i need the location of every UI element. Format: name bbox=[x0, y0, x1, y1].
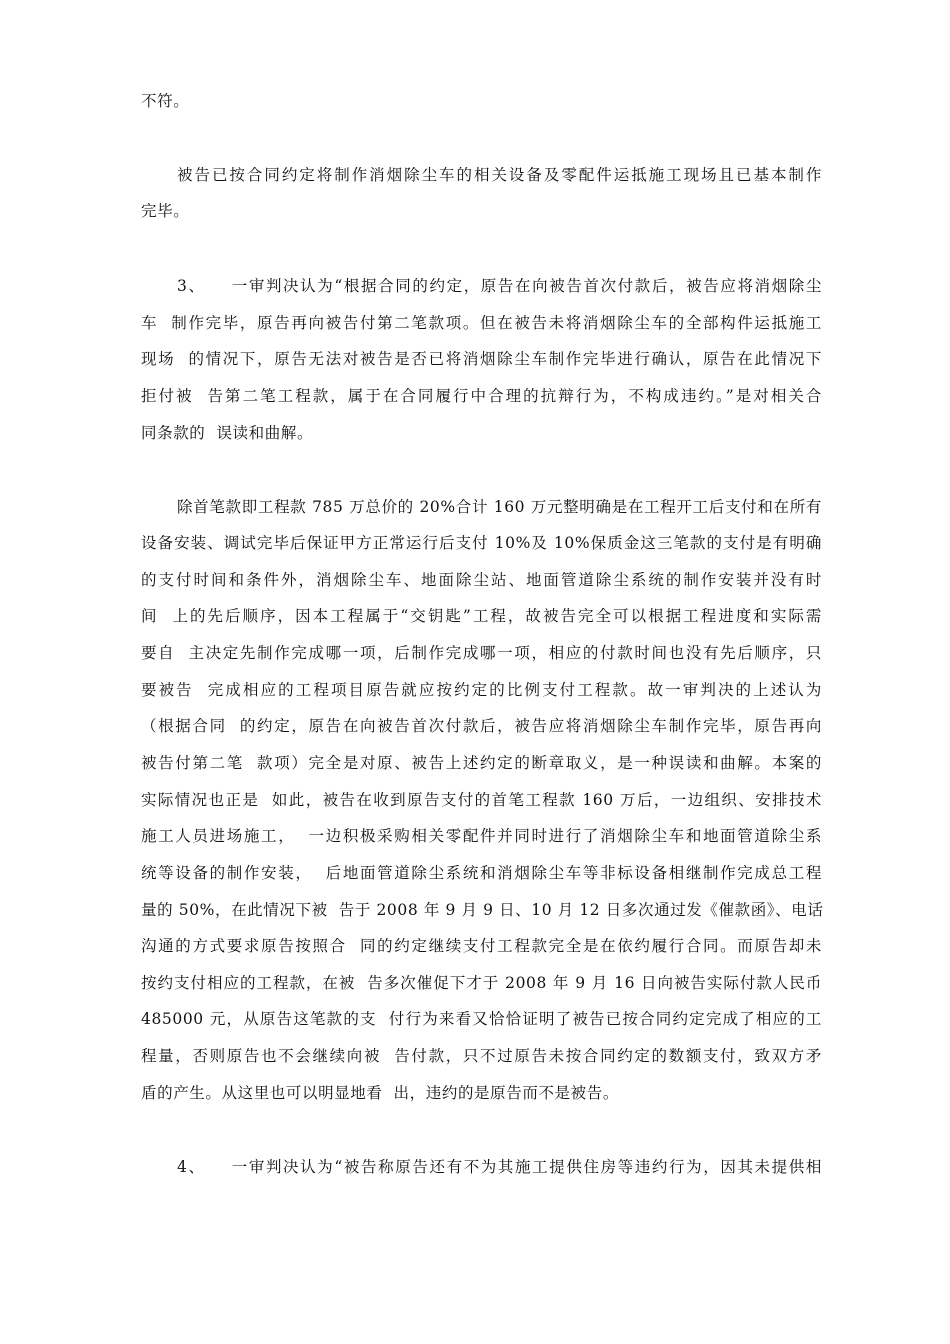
text-line: 的支付时间和条件外，消烟除尘车、地面除尘站、地面管道除尘系统的制作安装并没有时 bbox=[141, 571, 822, 589]
text-line: 现场 的情况下，原告无法对被告是否已将消烟除尘车制作完毕进行确认，原告在此情况下 bbox=[141, 350, 822, 368]
numbered-item-4-first-line: 4、 一审判决认为“被告称原告还有不为其施工提供住房等违约行为，因其未提供相 bbox=[177, 1158, 822, 1176]
numbered-item-3-first-line: 3、 一审判决认为“根据合同的约定，原告在向被告首次付款后，被告应将消烟除尘 bbox=[177, 277, 822, 295]
text-line: 485000 元，从原告这笔款的支 付行为来看又恰恰证明了被告已按合同约定完成了相应的工 bbox=[141, 1010, 822, 1028]
text-line: 盾的产生。从这里也可以明显地看 出，违约的是原告而不是被告。 bbox=[141, 1084, 619, 1102]
text-line: 要自 主决定先制作完成哪一项，后制作完成哪一项，相应的付款时间也没有先后顺序，只 bbox=[141, 644, 822, 662]
text-line: 按约支付相应的工程款，在被 告多次催促下才于 2008 年 9 月 16 日向被告实际付款人民币 bbox=[141, 974, 822, 992]
text-line: 完毕。 bbox=[141, 202, 190, 220]
text-line: 不符。 bbox=[141, 92, 190, 110]
text-line: 程量，否则原告也不会继续向被 告付款，只不过原告未按合同约定的数额支付，致双方矛 bbox=[141, 1047, 822, 1065]
paragraph-first-line: 除首笔款即工程款 785 万总价的 20%合计 160 万元整明确是在工程开工后支付和在所有 bbox=[177, 498, 822, 516]
text-line: 间 上的先后顺序，因本工程属于“交钥匙”工程，故被告完全可以根据工程进度和实际需 bbox=[141, 607, 822, 625]
text-line: 要被告 完成相应的工程项目原告就应按约定的比例支付工程款。故一审判决的上述认为 bbox=[141, 681, 822, 699]
paragraph-first-line: 被告已按合同约定将制作消烟除尘车的相关设备及零配件运抵施工现场且已基本制作 bbox=[177, 166, 822, 184]
text-line: （根据合同 的约定，原告在向被告首次付款后，被告应将消烟除尘车制作完毕，原告再向 bbox=[141, 717, 822, 735]
text-line: 被告付第二笔 款项）完全是对原、被告上述约定的断章取义，是一种误读和曲解。本案的 bbox=[141, 754, 822, 772]
text-line: 设备安装、调试完毕后保证甲方正常运行后支付 10%及 10%保质金这三笔款的支付是有明确 bbox=[141, 534, 822, 552]
text-line: 同条款的 误读和曲解。 bbox=[141, 424, 314, 442]
text-line: 统等设备的制作安装， 后地面管道除尘系统和消烟除尘车等非标设备相继制作完成总工程 bbox=[141, 864, 822, 882]
text-line: 施工人员进场施工， 一边积极采购相关零配件并同时进行了消烟除尘车和地面管道除尘系 bbox=[141, 827, 822, 845]
text-line: 沟通的方式要求原告按照合 同的约定继续支付工程款完全是在依约履行合同。而原告却未 bbox=[141, 937, 822, 955]
text-line: 量的 50%，在此情况下被 告于 2008 年 9 月 9 日、10 月 12 日多次通过发《催款函》、电话 bbox=[141, 901, 824, 919]
text-line: 实际情况也正是 如此，被告在收到原告支付的首笔工程款 160 万后，一边组织、安排技术 bbox=[141, 791, 822, 809]
text-line: 车 制作完毕，原告再向被告付第二笔款项。但在被告未将消烟除尘车的全部构件运抵施工 bbox=[141, 314, 822, 332]
text-line: 拒付被 告第二笔工程款，属于在合同履行中合理的抗辩行为，不构成违约。”是对相关合 bbox=[141, 387, 822, 405]
